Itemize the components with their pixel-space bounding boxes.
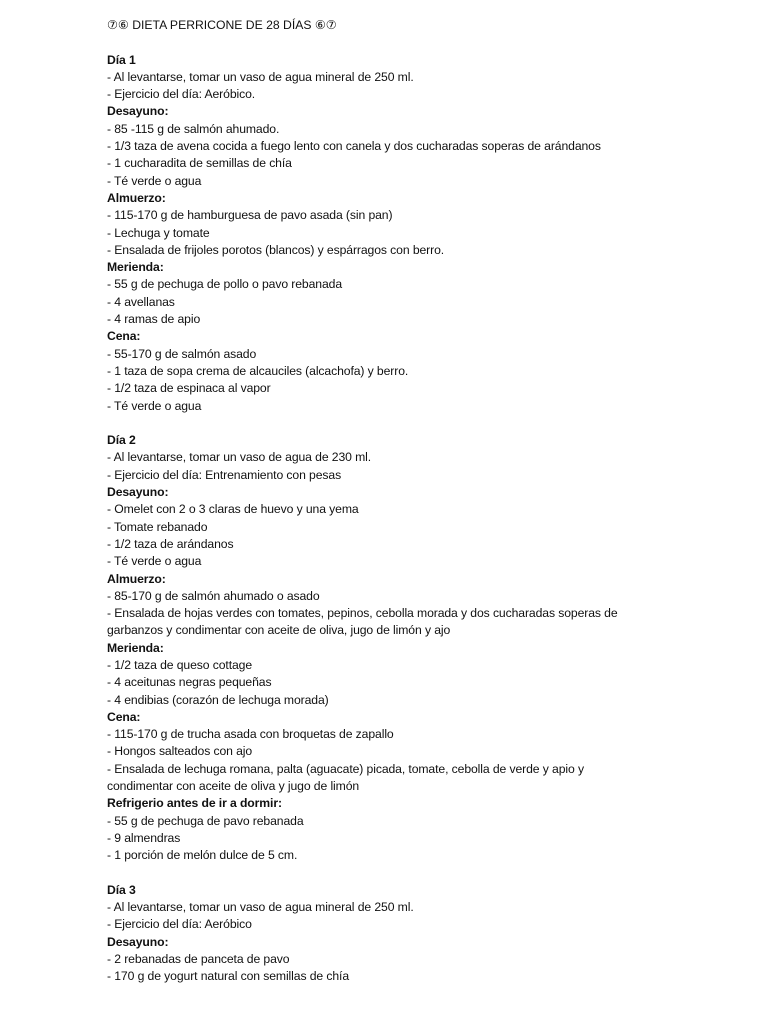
- meal-heading: Cena:: [107, 329, 141, 344]
- diet-item: - 115-170 g de trucha asada con broquetas de zapallo: [107, 727, 394, 742]
- diet-item: - Té verde o agua: [107, 398, 202, 413]
- meal-heading: Cena:: [107, 709, 141, 724]
- spacer: [107, 34, 747, 51]
- diet-item: - Hongos salteados con ajo: [107, 744, 253, 759]
- diet-item: - 1/2 taza de espinaca al vapor: [107, 381, 271, 396]
- days-container: [107, 52, 747, 986]
- diet-item: - 4 aceitunas negras pequeñas: [107, 675, 272, 690]
- diet-item: - Ensalada de lechuga romana, palta (aguacate) picada, tomate, cebolla de verde y apio y: [107, 761, 584, 776]
- meal-heading: Merienda:: [107, 640, 164, 655]
- diet-item: - 4 avellanas: [107, 294, 175, 309]
- spacer: [107, 865, 747, 882]
- diet-item: - Omelet con 2 o 3 claras de huevo y una yema: [107, 502, 359, 517]
- diet-item: - Ejercicio del día: Entrenamiento con pesas: [107, 467, 342, 482]
- diet-item: - 170 g de yogurt natural con semillas de chía: [107, 969, 350, 984]
- diet-item: - 1 cucharadita de semillas de chía: [107, 156, 292, 171]
- diet-item: - Lechuga y tomate: [107, 225, 210, 240]
- day-heading: Día 1: [107, 52, 136, 67]
- meal-heading: Desayuno:: [107, 934, 169, 949]
- meal-heading: Almuerzo:: [107, 190, 166, 205]
- diet-item: - 9 almendras: [107, 830, 181, 845]
- diet-item: - 115-170 g de hamburguesa de pavo asada (sin pan): [107, 208, 393, 223]
- diet-item: - 1/2 taza de arándanos: [107, 536, 234, 551]
- diet-item: condimentar con aceite de oliva y jugo de limón: [107, 779, 360, 794]
- diet-item: - Té verde o agua: [107, 173, 202, 188]
- diet-item: - Té verde o agua: [107, 554, 202, 569]
- diet-item: - 1/3 taza de avena cocida a fuego lento con canela y dos cucharadas soperas de arándanos: [107, 139, 601, 154]
- diet-item: - 1 taza de sopa crema de alcauciles (alcachofa) y berro.: [107, 363, 409, 378]
- diet-item: - Al levantarse, tomar un vaso de agua mineral de 250 ml.: [107, 69, 414, 84]
- diet-item: - 1/2 taza de queso cottage: [107, 657, 253, 672]
- diet-item: - Ensalada de frijoles porotos (blancos) y espárragos con berro.: [107, 242, 445, 257]
- meal-heading: Almuerzo:: [107, 571, 166, 586]
- diet-item: - 55-170 g de salmón asado: [107, 346, 257, 361]
- diet-item: garbanzos y condimentar con aceite de oliva, jugo de limón y ajo: [107, 623, 451, 638]
- meal-heading: Merienda:: [107, 260, 164, 275]
- document-title: ⑦⑥ DIETA PERRICONE DE 28 DÍAS ⑥⑦: [107, 18, 337, 32]
- diet-item: - 2 rebanadas de panceta de pavo: [107, 952, 290, 967]
- day-section-1: [107, 52, 747, 415]
- diet-item: - Tomate rebanado: [107, 519, 208, 534]
- diet-item: - 55 g de pechuga de pollo o pavo rebanada: [107, 277, 343, 292]
- diet-item: - Ensalada de hojas verdes con tomates, pepinos, cebolla morada y dos cucharadas soperas de: [107, 606, 618, 621]
- diet-item: - 85-170 g de salmón ahumado o asado: [107, 588, 320, 603]
- diet-item: - Ejercicio del día: Aeróbico.: [107, 87, 256, 102]
- document-page: [107, 17, 747, 986]
- meal-heading: Desayuno:: [107, 104, 169, 119]
- diet-item: - 85 -115 g de salmón ahumado.: [107, 121, 280, 136]
- spacer: [107, 415, 747, 432]
- diet-item: - 55 g de pechuga de pavo rebanada: [107, 813, 304, 828]
- diet-item: - 4 ramas de apio: [107, 312, 201, 327]
- diet-item: - Ejercicio del día: Aeróbico: [107, 917, 252, 932]
- day-section-2: [107, 432, 747, 864]
- day-section-3: [107, 882, 747, 986]
- diet-item: - Al levantarse, tomar un vaso de agua mineral de 250 ml.: [107, 900, 414, 915]
- meal-heading: Refrigerio antes de ir a dormir:: [107, 796, 282, 811]
- diet-item: - Al levantarse, tomar un vaso de agua de 230 ml.: [107, 450, 372, 465]
- diet-item: - 4 endibias (corazón de lechuga morada): [107, 692, 329, 707]
- meal-heading: Desayuno:: [107, 485, 169, 500]
- day-heading: Día 2: [107, 433, 136, 448]
- diet-item: - 1 porción de melón dulce de 5 cm.: [107, 848, 298, 863]
- day-heading: Día 3: [107, 882, 136, 897]
